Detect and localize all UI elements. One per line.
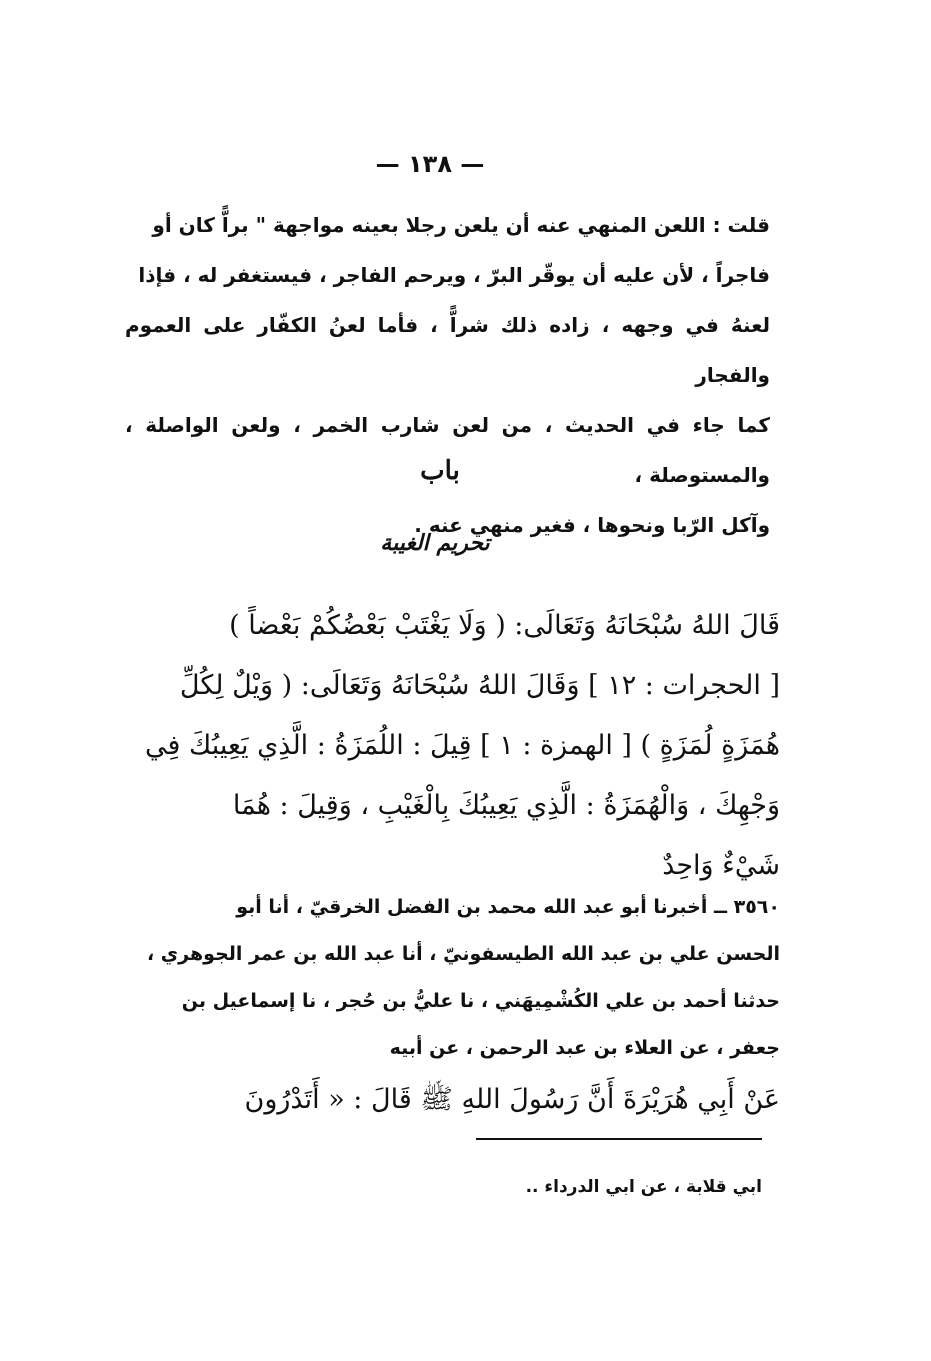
chapter-heading: باب — [420, 456, 460, 486]
hadith-chain-line: حدثنا أحمد بن علي الكُشْمِيهَني ، نا عليُّ بن حُجر ، نا إسماعيل بن — [181, 990, 780, 1012]
quran-line: [ الحجرات : ١٢ ] وَقَالَ اللهُ سُبْحَانَهُ وَتَعَالَى: ( وَيْلٌ لِكُلِّ — [179, 670, 780, 701]
hadith-chain-line: الحسن علي بن عبد الله الطيسفونيّ ، أنا عبد الله بن عمر الجوهري ، — [146, 943, 780, 965]
intro-line: قلت : اللعن المنهي عنه أن يلعن رجلا بعينه مواجهة " براًّ كان أو — [152, 213, 770, 237]
footnote — [400, 1170, 762, 1204]
hadith-chain-line: جعفر ، عن العلاء بن عبد الرحمن ، عن أبيه — [389, 1037, 780, 1059]
quran-line: وَجْهِكَ ، وَالْهُمَزَةُ : الَّذِي يَعِيبُكَ بِالْغَيْبِ ، وَقِيلَ : هُمَا — [232, 790, 780, 821]
hadith-chain-paragraph — [120, 884, 780, 1072]
intro-line: لعنهُ في وجهه ، زاده ذلك شراًّ ، فأما لعنُ الكفّار على العموم والفجار — [125, 313, 770, 387]
page-number: — ١٣٨ — — [375, 150, 485, 178]
hadith-text-line: عَنْ أَبِي هُرَيْرَةَ أَنَّ رَسُولَ اللهِ ﷺ قَالَ : « أَتَدْرُونَ — [244, 1084, 780, 1115]
intro-line: وآكل الرّبا ونحوها ، فغير منهي عنه . — [414, 513, 770, 537]
chapter-title: تحريم الغيبة — [380, 530, 490, 556]
footnote-line: ابي قلابة ، عن ابي الدرداء .. — [525, 1177, 762, 1197]
hadith-chain-line: ٣٥٦٠ ــ أخبرنا أبو عبد الله محمد بن الفضل الخرقيّ ، أنا أبو — [236, 896, 780, 918]
quran-line: قَالَ اللهُ سُبْحَانَهُ وَتَعَالَى: ( وَلَا يَغْتَبْ بَعْضُكُمْ بَعْضاً ) — [229, 610, 780, 641]
intro-line: كما جاء في الحديث ، من لعن شارب الخمر ، ولعن الواصلة ، والمستوصلة ، — [125, 413, 770, 487]
intro-paragraph — [125, 200, 770, 550]
quran-line: شَيْءٌ وَاحِدٌ — [662, 850, 780, 881]
quran-quote-paragraph — [120, 596, 780, 896]
hadith-text-paragraph — [120, 1072, 780, 1128]
intro-line: فاجراً ، لأن عليه أن يوقّر البرّ ، ويرحم الفاجر ، فيستغفر له ، فإذا — [138, 263, 770, 287]
quran-line: هُمَزَةٍ لُمَزَةٍ ) [ الهمزة : ١ ] قِيلَ : اللُمَزَةُ : الَّذِي يَعِيبُكَ فِي — [144, 730, 780, 761]
footnote-divider — [476, 1138, 762, 1140]
